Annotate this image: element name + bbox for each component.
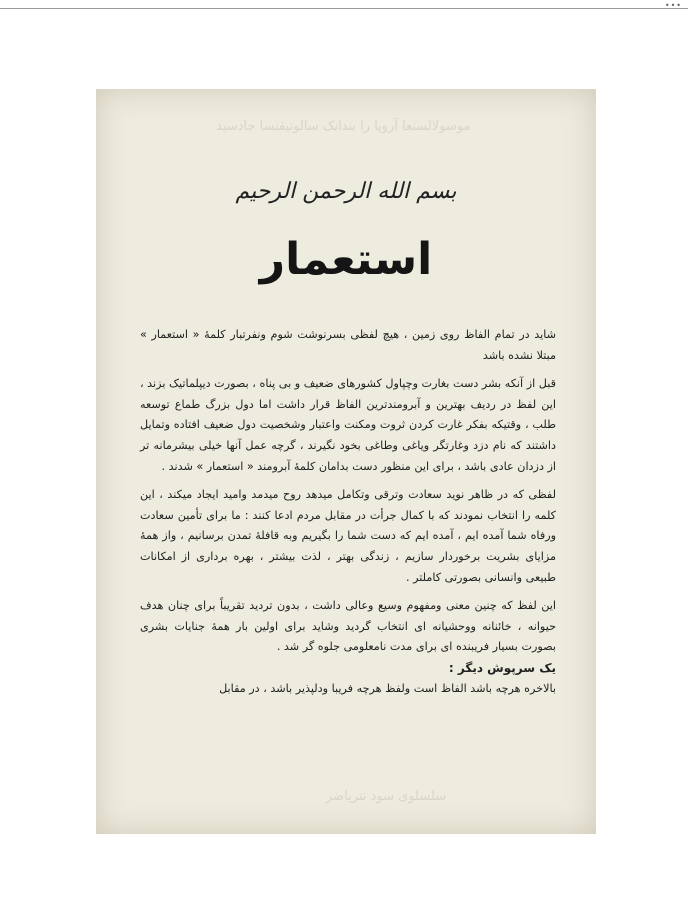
basmala: بسم الله الرحمن الرحیم — [235, 179, 457, 204]
page-title: استعمار — [259, 234, 433, 285]
paragraph: قبل از آنکه بشر دست بغارت وچپاول کشورهای ضعیف و بی پناه ، بصورت دیپلماتیک بزند ، این لفظ در ردیف بهترین و آبرومندترین الفاظ قرار داشت اما دول بزرگ طماع توسعه طلب ، وقتیکه بفکر غارت کردن ثروت ومکنت واعتبار وشخصیت دول ضعیف افتاده وتمایل داشتند که نام دزد وغارتگر ویاغی وطاغی بخود نگیرند ، گرچه عمل آنها خیلی بیشرمانه تر از دزدان عادی باشد ، برای این منظور دست بدامان کلمهٔ آبرومند « استعمار » شدند . — [140, 377, 556, 473]
section-heading: یک سرپوش دیگر : — [448, 660, 556, 675]
corner-dots: ••• — [664, 1, 682, 10]
body-text — [140, 325, 556, 699]
scanned-page — [96, 89, 596, 834]
paragraph: شاید در تمام الفاظ روی زمین ، هیچ لفظی بسرنوشت شوم ونفرتبار کلمهٔ « استعمار » مبتلا نشده باشد — [140, 328, 556, 362]
bleed-through-text-bottom: سلسلوی سود نترياضر — [326, 789, 447, 804]
paragraph: این لفظ که چنین معنی ومفهوم وسیع وعالی داشت ، بدون تردید تقریباً برای چنان هدف حیوانه ، خائنانه ووحشیانه ای انتخاب گردید وشاید برای اولین بار همهٔ جنایات بشری بصورت بسیار فریبنده ای برای مدت نامعلومی جلوه گر شد . — [140, 599, 556, 654]
top-border — [0, 0, 688, 9]
paragraph: بالاخره هرچه باشد الفاظ است ولفظ هرچه فریبا ودلپذیر باشد ، در مقابل — [219, 681, 556, 695]
bleed-through-text: موسولالسنعا آروپا را بندانک سالوتيقنسا جادسيد — [216, 119, 471, 134]
paragraph: لفظی که در ظاهر نوید سعادت وترقی وتکامل میدهد روح میدمد وامید ایجاد میکند ، این کلمه را انتخاب نمودند که با کمال جرأت در مقابل مردم ادعا کنند : ما برای تأمین سعادت ورفاه شما آمده ایم ، آمده ایم که دست شما را بگیریم وبه قافلهٔ تمدن برسانیم ، واز همهٔ مزایای بشریت برخوردار سازیم ، زندگی بهتر ، لذت بیشتر ، بهره برداری از امکانات طبیعی وانسانی بصورتی کاملتر . — [140, 488, 556, 584]
